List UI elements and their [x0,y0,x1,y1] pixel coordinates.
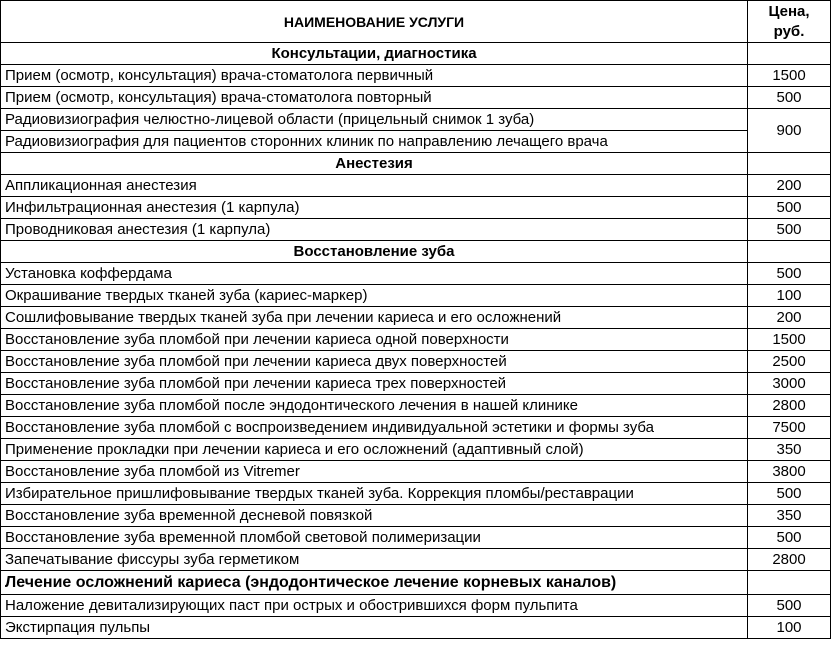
table-row [1,483,831,505]
service-price: 500 [748,197,831,219]
price-header: Цена, руб. [748,1,831,43]
section-title: Анестезия [1,153,748,175]
service-price: 200 [748,307,831,329]
service-name: Восстановление зуба пломбой при лечении кариеса двух поверхностей [1,351,748,373]
service-name: Прием (осмотр, консультация) врача-стоматолога первичный [1,65,748,87]
table-row [1,307,831,329]
service-name: Проводниковая анестезия (1 карпула) [1,219,748,241]
table-row [1,175,831,197]
table-row [1,197,831,219]
service-price: 500 [748,87,831,109]
service-price: 7500 [748,417,831,439]
service-name: Восстановление зуба пломбой при лечении кариеса трех поверхностей [1,373,748,395]
section-title: Восстановление зуба [1,241,748,263]
table-row [1,219,831,241]
table-row [1,527,831,549]
service-name: Окрашивание твердых тканей зуба (кариес-маркер) [1,285,748,307]
table-row [1,329,831,351]
table-row [1,263,831,285]
service-price: 350 [748,505,831,527]
service-price: 2800 [748,395,831,417]
service-name: Инфильтрационная анестезия (1 карпула) [1,197,748,219]
service-name: Восстановление зуба временной пломбой световой полимеризации [1,527,748,549]
table-row [1,417,831,439]
service-price: 500 [748,595,831,617]
service-price: 350 [748,439,831,461]
service-name: Экстирпация пульпы [1,617,748,639]
service-price: 100 [748,285,831,307]
section-price-cell [748,241,831,263]
table-row [1,505,831,527]
section-price-cell [748,153,831,175]
table-row [1,461,831,483]
service-price: 1500 [748,329,831,351]
service-name: Избирательное пришлифовывание твердых тканей зуба. Коррекция пломбы/реставрации [1,483,748,505]
service-price: 500 [748,483,831,505]
table-header-row [1,1,831,43]
service-name: Восстановление зуба временной десневой повязкой [1,505,748,527]
service-price: 2500 [748,351,831,373]
table-row [1,439,831,461]
service-name: Сошлифовывание твердых тканей зуба при лечении кариеса и его осложнений [1,307,748,329]
section-price-cell [748,571,831,595]
service-name: Радиовизиография челюстно-лицевой области (прицельный снимок 1 зуба) [1,109,748,131]
table-row [1,617,831,639]
table-row [1,351,831,373]
service-price: 200 [748,175,831,197]
table-row [1,131,831,153]
table-row [1,595,831,617]
service-name-header: НАИМЕНОВАНИЕ УСЛУГИ [1,1,748,43]
service-price: 3000 [748,373,831,395]
service-price: 500 [748,219,831,241]
service-price: 500 [748,527,831,549]
section-row-consult [1,43,831,65]
service-price: 900 [748,109,831,153]
service-price: 500 [748,263,831,285]
service-price: 1500 [748,65,831,87]
table-row [1,285,831,307]
service-name: Радиовизиография для пациентов сторонних клиник по направлению лечащего врача [1,131,748,153]
section-row-anesthesia [1,153,831,175]
service-price: 3800 [748,461,831,483]
table-row [1,109,831,131]
section-price-cell [748,43,831,65]
service-price: 100 [748,617,831,639]
section-row-endo [1,571,831,595]
table-row [1,395,831,417]
service-name: Запечатывание фиссуры зуба герметиком [1,549,748,571]
service-price: 2800 [748,549,831,571]
service-name: Восстановление зуба пломбой из Vitremer [1,461,748,483]
service-name: Восстановление зуба пломбой с воспроизведением индивидуальной эстетики и формы зуба [1,417,748,439]
service-name: Прием (осмотр, консультация) врача-стоматолога повторный [1,87,748,109]
service-name: Установка коффердама [1,263,748,285]
section-title: Лечение осложнений кариеса (эндодонтическое лечение корневых каналов) [1,571,748,595]
service-name: Аппликационная анестезия [1,175,748,197]
table-row [1,65,831,87]
table-row [1,373,831,395]
section-title: Консультации, диагностика [1,43,748,65]
table-row [1,549,831,571]
service-name: Восстановление зуба пломбой после эндодонтического лечения в нашей клинике [1,395,748,417]
service-name: Применение прокладки при лечении кариеса и его осложнений (адаптивный слой) [1,439,748,461]
service-name: Наложение девитализирующих паст при острых и обострившихся форм пульпита [1,595,748,617]
service-name: Восстановление зуба пломбой при лечении кариеса одной поверхности [1,329,748,351]
table-row [1,87,831,109]
section-row-restoration [1,241,831,263]
